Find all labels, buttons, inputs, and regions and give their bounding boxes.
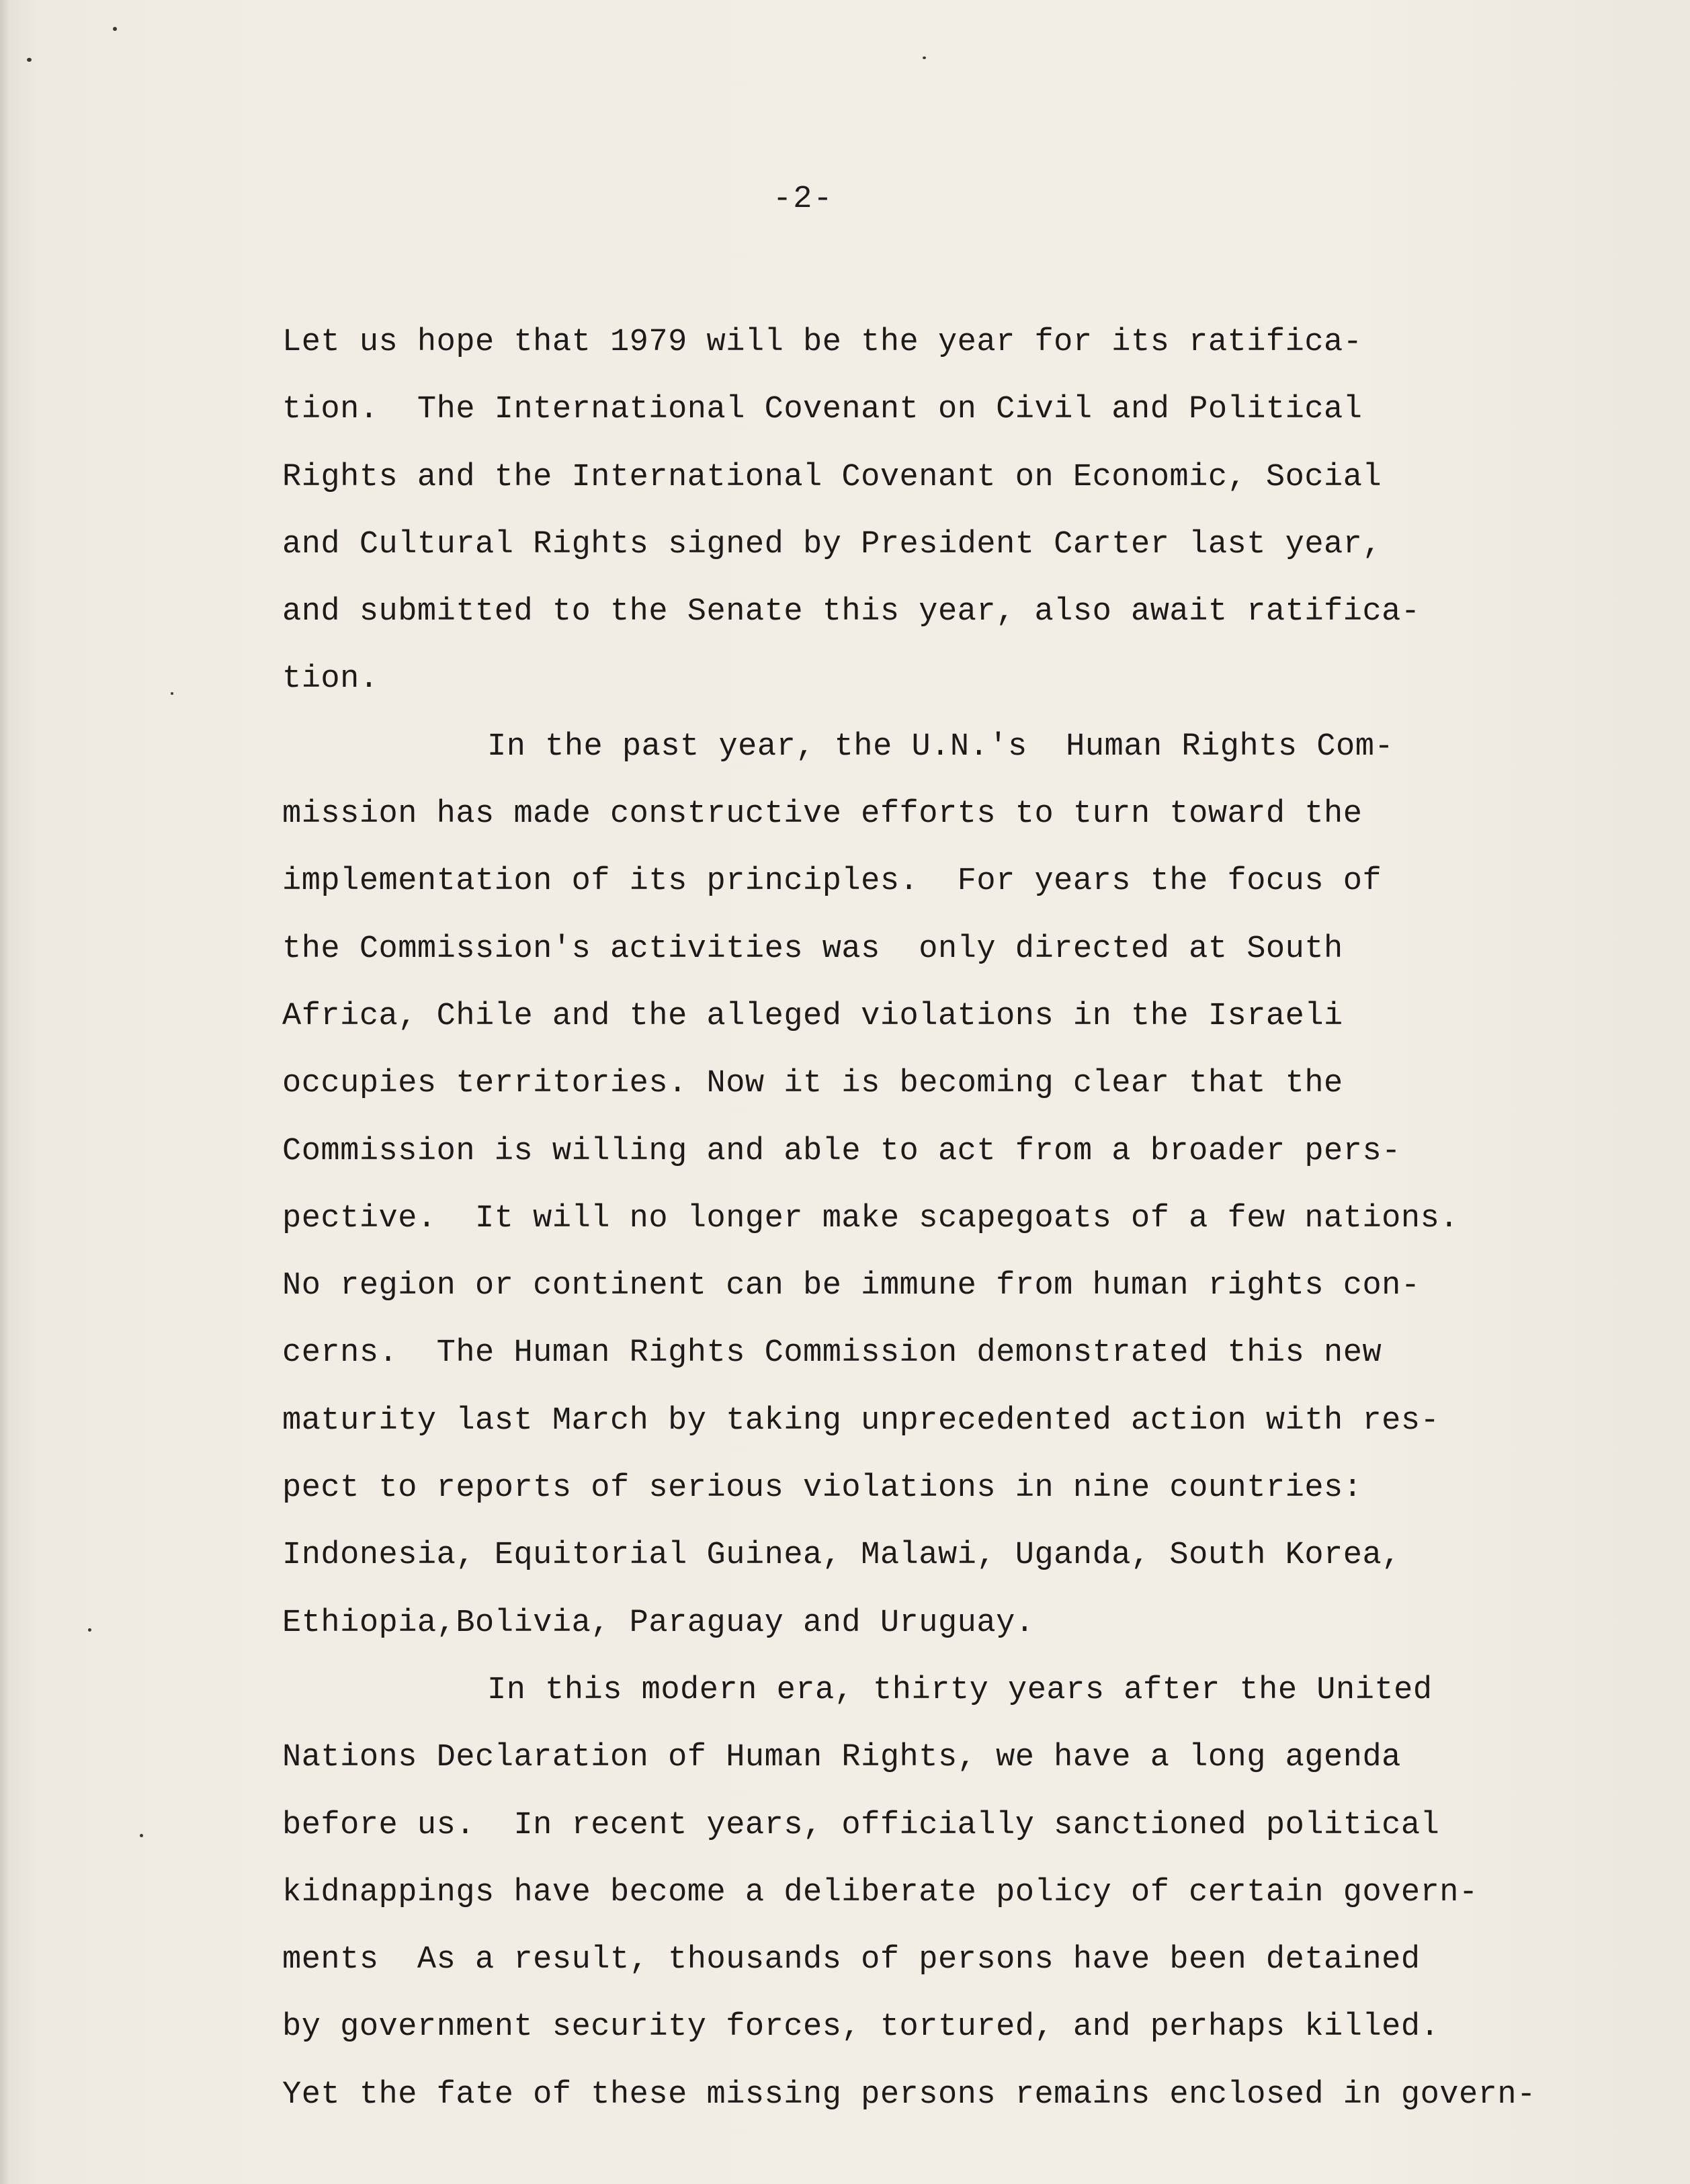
text-line: before us. In recent years, officially sanctioned political	[282, 1807, 1440, 1843]
text-line: Ethiopia,Bolivia, Paraguay and Uruguay.	[282, 1605, 1035, 1641]
page-number: -2-	[773, 181, 834, 217]
paper-speck	[27, 58, 32, 62]
text-line: Nations Declaration of Human Rights, we have a long agenda	[282, 1740, 1401, 1776]
text-line: the Commission's activities was only directed at South	[282, 931, 1343, 967]
page-edge-shadow	[0, 0, 9, 2184]
paper-speck	[923, 56, 926, 59]
text-line: In the past year, the U.N.'s Human Rights Com-	[487, 728, 1394, 765]
text-line: Yet the fate of these missing persons remains enclosed in govern-	[282, 2076, 1536, 2113]
text-line: Let us hope that 1979 will be the year for its ratifica-	[282, 325, 1363, 360]
text-line: tion.	[282, 661, 379, 698]
text-line: by government security forces, tortured, and perhaps killed.	[282, 2009, 1440, 2046]
text-line: Africa, Chile and the alleged violations in the Israeli	[282, 998, 1343, 1034]
paper-speck	[140, 1834, 143, 1837]
text-line: occupies territories. Now it is becoming clear that the	[282, 1066, 1343, 1102]
body-text	[282, 309, 1599, 2129]
text-line: cerns. The Human Rights Commission demonstrated this new	[282, 1335, 1382, 1372]
text-line: Indonesia, Equitorial Guinea, Malawi, Uganda, South Korea,	[282, 1538, 1401, 1574]
text-line: pect to reports of serious violations in nine countries:	[282, 1470, 1363, 1507]
text-line: Rights and the International Covenant on Economic, Social	[282, 459, 1382, 495]
paper-speck	[88, 1628, 91, 1632]
text-line: pective. It will no longer make scapegoats of a few nations.	[282, 1200, 1459, 1236]
text-line: ments As a result, thousands of persons have been detained	[282, 1942, 1421, 1978]
text-line: kidnappings have become a deliberate policy of certain govern-	[282, 1874, 1478, 1910]
text-line: and Cultural Rights signed by President Carter last year,	[282, 526, 1382, 562]
text-line: tion. The International Covenant on Civil and Political	[282, 392, 1363, 428]
text-line: No region or continent can be immune from human rights con-	[282, 1268, 1421, 1304]
text-line: Commission is willing and able to act from a broader pers-	[282, 1133, 1401, 1169]
text-line: mission has made constructive efforts to turn toward the	[282, 796, 1363, 833]
text-line: maturity last March by taking unprecedented action with res-	[282, 1402, 1440, 1439]
text-line: implementation of its principles. For years the focus of	[282, 864, 1382, 900]
paper-speck	[113, 27, 117, 31]
paper-speck	[171, 692, 173, 695]
text-line: In this modern era, thirty years after the United	[487, 1672, 1433, 1708]
text-line: and submitted to the Senate this year, also await ratifica-	[282, 594, 1421, 630]
